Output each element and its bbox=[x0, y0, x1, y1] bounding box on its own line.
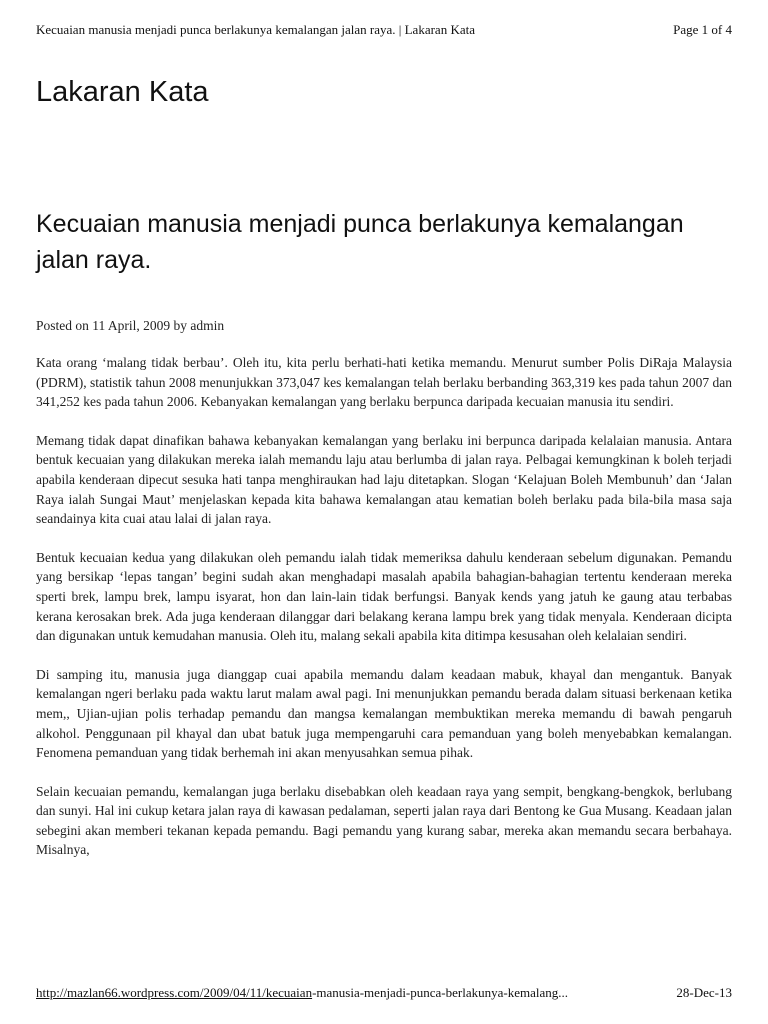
print-header bbox=[36, 22, 732, 42]
paragraph: Kata orang ‘malang tidak berbau’. Oleh itu, kita perlu berhati-hati ketika memandu. Menurut sumber Polis DiRaja Malaysia (PDRM), statistik tahun 2008 menunjukkan 373,047 kes kemalangan telah berlaku berbanding 363,319 kes pada tahun 2007 dan 341,252 kes pada tahun 2006. Kebanyakan kemalangan yang berlaku berpunca daripada kecuaian manusia itu sendiri. bbox=[36, 355, 732, 410]
paragraph: Selain kecuaian pemandu, kemalangan juga berlaku disebabkan oleh keadaan raya yang sempit, bengkang-bengkok, berlubang dan sunyi. Hal ini cukup ketara jalan raya di kawasan pedalaman, seperti jalan raya dari Bentong ke Gua Musang. Keadaan jalan sebegini akan memberi tekanan kepada pemandu. Bagi pemandu yang kurang sabar, mereka akan memandu secara berbahaya. Misalnya, bbox=[36, 783, 732, 858]
paragraph: Di samping itu, manusia juga dianggap cuai apabila memandu dalam keadaan mabuk, khayal dan mengantuk. Banyak kemalangan ngeri berlaku pada waktu larut malam awal pagi. Ini menunjukkan pemandu berada dalam situasi berkenaan ketika mem,, Ujian-ujian polis terhadap pemandu dan mangsa kemalangan membuktikan mereka memandu di bawah pengaruh alkohol. Penggunaan pil khayal dan ubat batuk juga mempengaruhi cara pemanduan yang boleh menyebabkan kemalangan. Fenomena pemanduan yang tidak berhemah ini akan menyusahkan semua pihak. bbox=[36, 666, 732, 761]
print-footer bbox=[36, 985, 732, 1005]
page-url-rest: -manusia-menjadi-punca-berlakunya-kemalang... bbox=[312, 985, 568, 1000]
document-title: Kecuaian manusia menjadi punca berlakunya kemalangan jalan raya. | Lakaran Kata bbox=[36, 22, 475, 37]
page-url-link[interactable]: http://mazlan66.wordpress.com/2009/04/11/kecuaian bbox=[36, 985, 313, 1000]
paragraph: Memang tidak dapat dinafikan bahawa kebanyakan kemalangan yang berlaku ini berpunca daripada kelalaian manusia. Antara bentuk kecuaian yang dilakukan mereka ialah memandu laju atau berlumba di jalan raya. Pelbagai kemungkinan k boleh terjadi apabila kenderaan dipecut sesuka hati tanpa menghiraukan had laju ditetapkan. Slogan ‘Kelajuan Boleh Membunuh’ dan ‘Jalan Raya ialah Sungai Maut’ menjelaskan kepada kita bahawa kemalangan atau kematian boleh berlaku pada bila-bila masa saja seandainya kita cuai atau lalai di jalan raya. bbox=[36, 432, 732, 527]
print-date: 28-Dec-13 bbox=[676, 985, 732, 1000]
page-indicator: Page 1 of 4 bbox=[673, 22, 732, 37]
page-url bbox=[36, 985, 568, 1001]
site-title[interactable]: Lakaran Kata bbox=[36, 76, 209, 108]
paragraph: Bentuk kecuaian kedua yang dilakukan oleh pemandu ialah tidak memeriksa dahulu kenderaan sebelum digunakan. Pemandu yang bersikap ‘lepas tangan’ begini sudah akan menghadapi masalah apabila bahagian-bahagian tertentu kenderaan mereka sperti brek, lampu brek, lampu isyarat, hon dan lain-lain tidak berfungsi. Banyak kends yang jatuh ke gaung atau terbabas kerana kerosakan brek. Ada juga kenderaan dilanggar dari belakang kerana lampu brek yang tidak menyala. Kenderaan dicipta dan digunakan untuk kemudahan manusia. Oleh itu, malang sekali apabila kita ditimpa kesusahan oleh kelalaian sendiri. bbox=[36, 549, 732, 644]
post-title[interactable]: Kecuaian manusia menjadi punca berlakunya kemalangan jalan raya. bbox=[36, 210, 684, 274]
post-content bbox=[36, 353, 732, 879]
post-meta: Posted on 11 April, 2009 by admin bbox=[36, 318, 225, 333]
